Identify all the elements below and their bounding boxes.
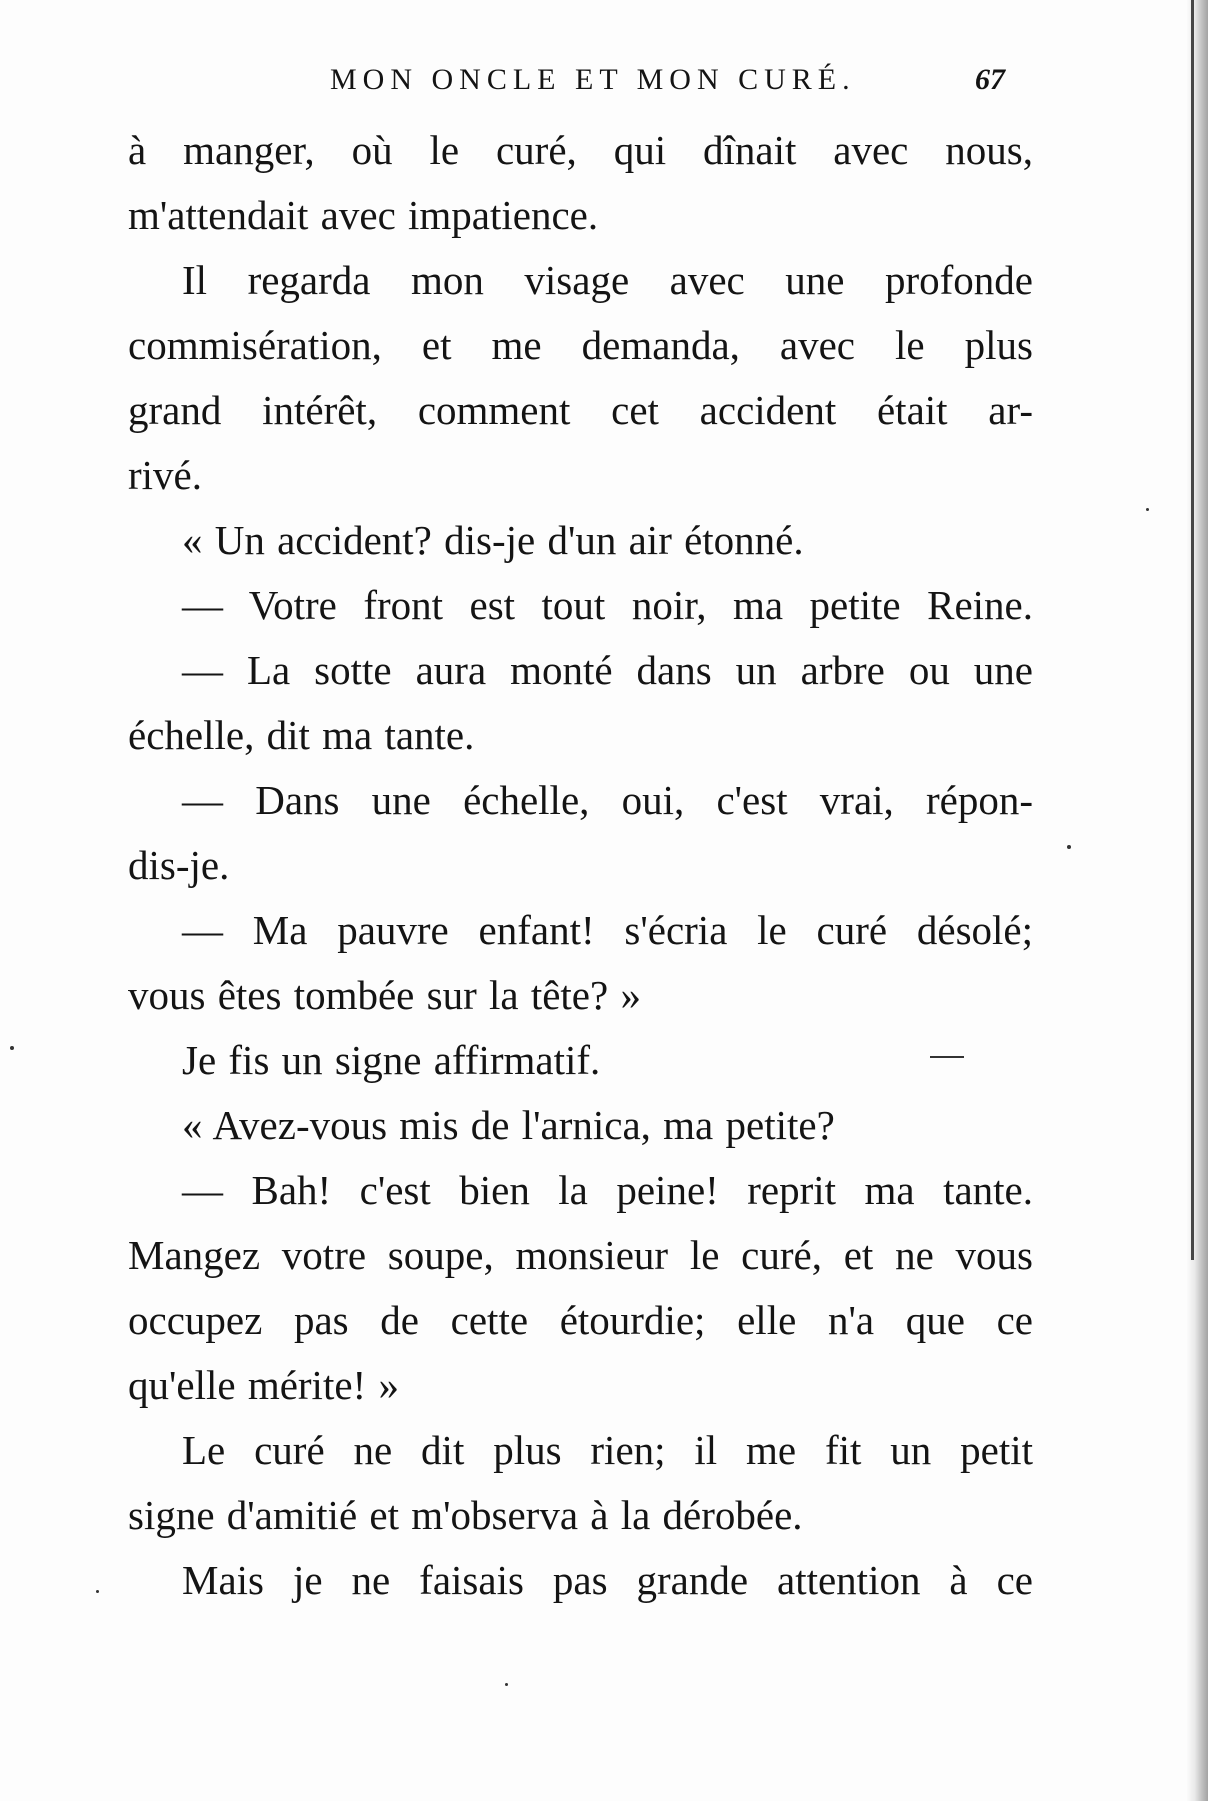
- text-line: signe d'amitié et m'observa à la dérobée.: [128, 1492, 803, 1538]
- text-line: m'attendait avec impatience.: [128, 192, 599, 238]
- text-line: « Avez-vous mis de l'arnica, ma petite?: [182, 1102, 835, 1148]
- page-number: 67: [975, 63, 1005, 96]
- paper-speck: [1146, 508, 1149, 511]
- text-line: grand intérêt, comment cet accident était ar-: [128, 387, 1033, 433]
- text-line: Mangez votre soupe, monsieur le curé, et ne vous: [128, 1232, 1033, 1278]
- stray-mark: [930, 1056, 964, 1058]
- text-line: — Bah! c'est bien la peine! reprit ma tante.: [182, 1167, 1033, 1213]
- text-line: Je fis un signe affirmatif.: [182, 1037, 601, 1083]
- text-line: commisération, et me demanda, avec le plus: [128, 322, 1033, 368]
- text-line: — Dans une échelle, oui, c'est vrai, répon-: [182, 777, 1033, 823]
- text-line: — Votre front est tout noir, ma petite Reine.: [182, 582, 1033, 628]
- binding-shadow: [1186, 0, 1208, 1801]
- running-title: MON ONCLE ET MON CURÉ.: [330, 63, 856, 96]
- text-line: Il regarda mon visage avec une profonde: [182, 257, 1033, 303]
- text-line: échelle, dit ma tante.: [128, 712, 475, 758]
- text-line: qu'elle mérite! »: [128, 1362, 399, 1408]
- binding-rule: [1191, 0, 1194, 1260]
- text-line: Mais je ne faisais pas grande attention à ce: [182, 1557, 1033, 1603]
- text-line: rivé.: [128, 452, 202, 498]
- text-line: Le curé ne dit plus rien; il me fit un petit: [182, 1427, 1033, 1473]
- body-text: [128, 118, 1033, 1613]
- paper-speck: [505, 1683, 508, 1686]
- text-line: à manger, où le curé, qui dînait avec nous,: [128, 127, 1033, 173]
- paper-speck: [10, 1046, 14, 1050]
- running-head: [0, 60, 1208, 100]
- paper-speck: [1067, 845, 1071, 849]
- text-line: « Un accident? dis-je d'un air étonné.: [182, 517, 804, 563]
- text-line: occupez pas de cette étourdie; elle n'a que ce: [128, 1297, 1033, 1343]
- text-line: — La sotte aura monté dans un arbre ou une: [182, 647, 1033, 693]
- paper-speck: [96, 1590, 99, 1593]
- text-line: dis-je.: [128, 842, 230, 888]
- text-line: vous êtes tombée sur la tête? »: [128, 972, 641, 1018]
- text-line: — Ma pauvre enfant! s'écria le curé désolé;: [182, 907, 1033, 953]
